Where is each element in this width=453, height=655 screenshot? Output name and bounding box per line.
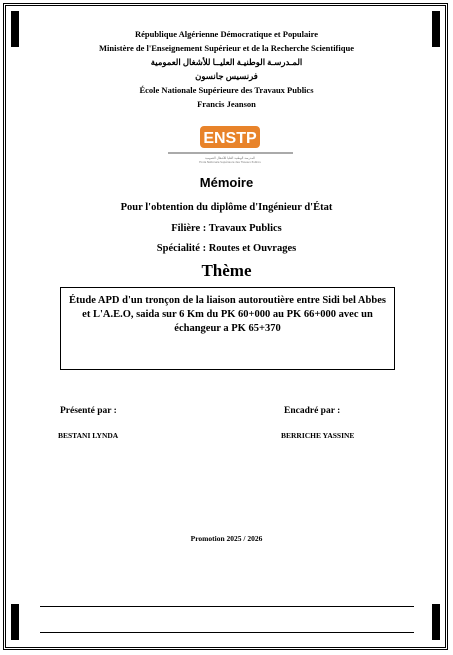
republic-heading: République Algérienne Démocratique et Populaire	[134, 29, 319, 39]
logo-french-caption: Ecole Nationale Supérieure des Travaux Publics	[199, 161, 261, 164]
degree-purpose: Pour l'obtention du diplôme d'Ingénieur d'État	[120, 202, 333, 213]
logo-arabic-caption: المدرسة الوطنية العليا للأشغال العمومية	[205, 156, 255, 160]
specialite: Spécialité : Routes et Ouvrages	[156, 243, 297, 254]
school-arabic-name: فرنسيس جانسون	[195, 71, 258, 81]
theme-heading: Thème	[201, 261, 252, 280]
school-arabic-heading: المـدرسـة الوطنيـة العليــا للأشغال العمومية	[150, 57, 303, 67]
supervised-by-label: Encadré par :	[284, 406, 341, 416]
filiere: Filière : Travaux Publics	[171, 223, 282, 234]
logo-text: ENSTP	[203, 130, 257, 147]
school-name: Francis Jeanson	[197, 99, 256, 109]
footer-rule-bottom	[40, 632, 414, 633]
enstp-logo	[168, 118, 293, 164]
supervised-by-name: BERRICHE YASSINE	[281, 431, 355, 440]
theme-text: Étude APD d'un tronçon de la liaison autoroutière entre Sidi bel Abbes et L'A.E.O, saida sur 6 Km du PK 60+000 au PK 66+000 avec un échangeur a PK 65+370	[69, 295, 386, 334]
presented-by-name: BESTANI LYNDA	[58, 431, 119, 440]
presented-by-label: Présenté par :	[60, 406, 117, 416]
school-heading: École Nationale Supérieure des Travaux Publics	[139, 85, 314, 95]
ministry-heading: Ministère de l'Enseignement Supérieur et de la Recherche Scientifique	[99, 43, 354, 53]
corner-ornament-bottom-left	[11, 604, 19, 640]
document-type: Mémoire	[199, 175, 254, 190]
corner-ornament-bottom-right	[432, 604, 440, 640]
footer-rule-top	[40, 606, 414, 607]
promotion: Promotion 2025 / 2026	[190, 534, 263, 543]
